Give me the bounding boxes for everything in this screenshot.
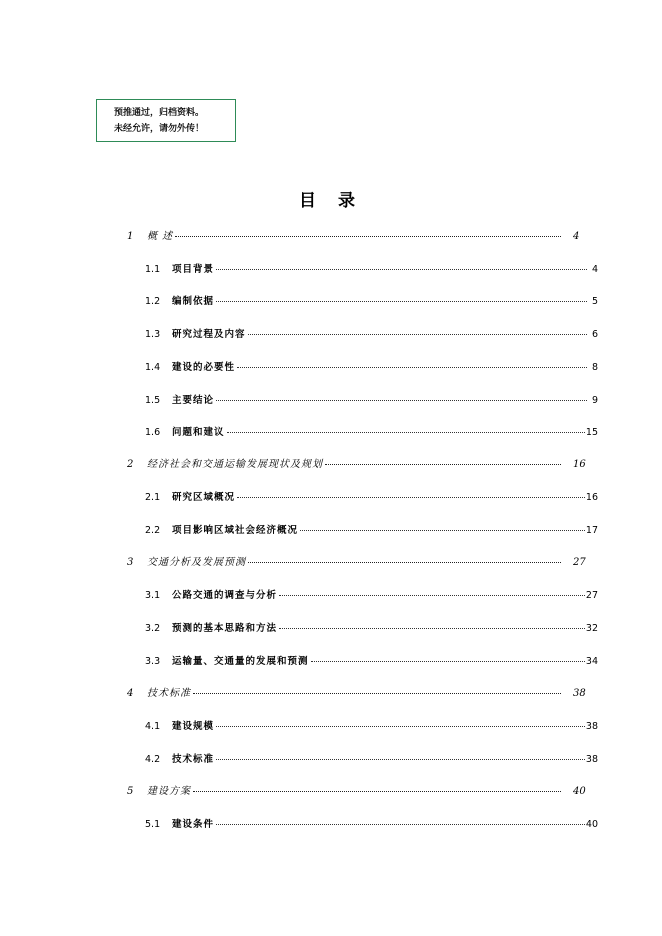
toc-leader bbox=[216, 726, 585, 727]
toc-number: 3 bbox=[127, 557, 134, 568]
toc-leader bbox=[175, 236, 561, 237]
toc-page: 5 bbox=[591, 296, 598, 307]
toc-entry[interactable] bbox=[145, 524, 598, 538]
toc-label: 公路交通的调查与分析 bbox=[172, 590, 278, 601]
toc-label: 技术标准 bbox=[147, 688, 191, 699]
toc-leader bbox=[216, 301, 587, 302]
toc-entry[interactable] bbox=[145, 720, 598, 734]
toc-number: 2.1 bbox=[145, 492, 161, 503]
toc-label: 概 述 bbox=[147, 231, 174, 242]
toc-leader bbox=[248, 562, 561, 563]
toc-leader bbox=[216, 400, 587, 401]
toc-entry[interactable] bbox=[127, 230, 583, 244]
toc-number: 2 bbox=[127, 459, 134, 470]
toc-entry[interactable] bbox=[145, 361, 598, 375]
toc-label: 问题和建议 bbox=[172, 427, 225, 438]
toc-label: 交通分析及发展预测 bbox=[147, 557, 246, 568]
toc-leader bbox=[216, 759, 585, 760]
toc-number: 4.2 bbox=[145, 754, 161, 765]
toc-entry[interactable] bbox=[145, 753, 598, 767]
toc-label: 建设条件 bbox=[172, 819, 215, 830]
toc-number: 3.3 bbox=[145, 656, 161, 667]
toc-leader bbox=[279, 628, 585, 629]
toc-entry[interactable] bbox=[145, 394, 598, 408]
toc-page: 16 bbox=[585, 492, 598, 503]
notice-line-1: 预推通过，归档资料。 bbox=[114, 108, 205, 118]
toc-label: 建设规模 bbox=[172, 721, 215, 732]
toc-page: 38 bbox=[585, 721, 598, 732]
toc-number: 1.3 bbox=[145, 329, 161, 340]
toc-leader bbox=[227, 432, 585, 433]
toc-number: 1.6 bbox=[145, 427, 161, 438]
toc-page: 27 bbox=[573, 557, 586, 568]
toc-page: 17 bbox=[585, 525, 598, 536]
toc-number: 1.4 bbox=[145, 362, 161, 373]
toc-entry[interactable] bbox=[145, 328, 598, 342]
toc-label: 研究过程及内容 bbox=[172, 329, 246, 340]
toc-number: 1 bbox=[127, 231, 134, 242]
toc-number: 1.1 bbox=[145, 264, 161, 275]
toc-label: 技术标准 bbox=[172, 754, 215, 765]
toc-page: 4 bbox=[573, 231, 580, 242]
toc-page: 32 bbox=[585, 623, 598, 634]
toc-leader bbox=[193, 693, 561, 694]
toc-page: 16 bbox=[573, 459, 586, 470]
toc-label: 预测的基本思路和方法 bbox=[172, 623, 278, 634]
toc-entry[interactable] bbox=[145, 622, 598, 636]
toc-leader bbox=[325, 464, 561, 465]
toc-entry[interactable] bbox=[145, 589, 598, 603]
toc-leader bbox=[237, 367, 587, 368]
toc-label: 项目影响区域社会经济概况 bbox=[172, 525, 299, 536]
toc-page: 6 bbox=[591, 329, 598, 340]
toc-label: 主要结论 bbox=[172, 395, 215, 406]
toc-entry[interactable] bbox=[127, 556, 586, 570]
notice-box bbox=[96, 99, 236, 142]
toc-label: 运输量、交通量的发展和预测 bbox=[172, 656, 309, 667]
toc-entry[interactable] bbox=[145, 263, 598, 277]
toc-number: 5 bbox=[127, 786, 134, 797]
toc-entry[interactable] bbox=[127, 458, 586, 472]
toc-leader bbox=[248, 334, 587, 335]
toc-entry[interactable] bbox=[127, 687, 586, 701]
toc-page: 9 bbox=[591, 395, 598, 406]
toc-number: 3.2 bbox=[145, 623, 161, 634]
toc-label: 项目背景 bbox=[172, 264, 215, 275]
toc-number: 1.2 bbox=[145, 296, 161, 307]
toc-label: 建设的必要性 bbox=[172, 362, 236, 373]
toc-number: 1.5 bbox=[145, 395, 161, 406]
toc-entry[interactable] bbox=[145, 818, 598, 832]
toc-page: 38 bbox=[585, 754, 598, 765]
toc-page: 38 bbox=[573, 688, 586, 699]
toc-number: 4.1 bbox=[145, 721, 161, 732]
toc-label: 编制依据 bbox=[172, 296, 215, 307]
toc-leader bbox=[311, 661, 585, 662]
toc-page: 15 bbox=[585, 427, 598, 438]
toc-entry[interactable] bbox=[145, 491, 598, 505]
toc-page: 27 bbox=[585, 590, 598, 601]
toc-page: 4 bbox=[591, 264, 598, 275]
page-title: 目 录 bbox=[299, 191, 363, 211]
toc-number: 5.1 bbox=[145, 819, 161, 830]
toc-number: 2.2 bbox=[145, 525, 161, 536]
toc-leader bbox=[237, 497, 585, 498]
toc-number: 3.1 bbox=[145, 590, 161, 601]
toc-label: 建设方案 bbox=[147, 786, 191, 797]
toc-entry[interactable] bbox=[145, 426, 598, 440]
toc-leader bbox=[300, 530, 585, 531]
toc-leader bbox=[216, 269, 587, 270]
toc-page: 40 bbox=[573, 786, 586, 797]
toc-label: 研究区域概况 bbox=[172, 492, 236, 503]
toc-label: 经济社会和交通运输发展现状及规划 bbox=[147, 459, 323, 470]
notice-line-2: 未经允许，请勿外传！ bbox=[114, 124, 205, 134]
toc-page: 40 bbox=[585, 819, 598, 830]
toc-page: 8 bbox=[591, 362, 598, 373]
toc-entry[interactable] bbox=[127, 785, 586, 799]
toc-leader bbox=[193, 791, 561, 792]
toc-leader bbox=[216, 824, 585, 825]
toc-page: 34 bbox=[585, 656, 598, 667]
toc-entry[interactable] bbox=[145, 295, 598, 309]
toc-number: 4 bbox=[127, 688, 134, 699]
toc-entry[interactable] bbox=[145, 655, 598, 669]
toc-leader bbox=[279, 595, 585, 596]
